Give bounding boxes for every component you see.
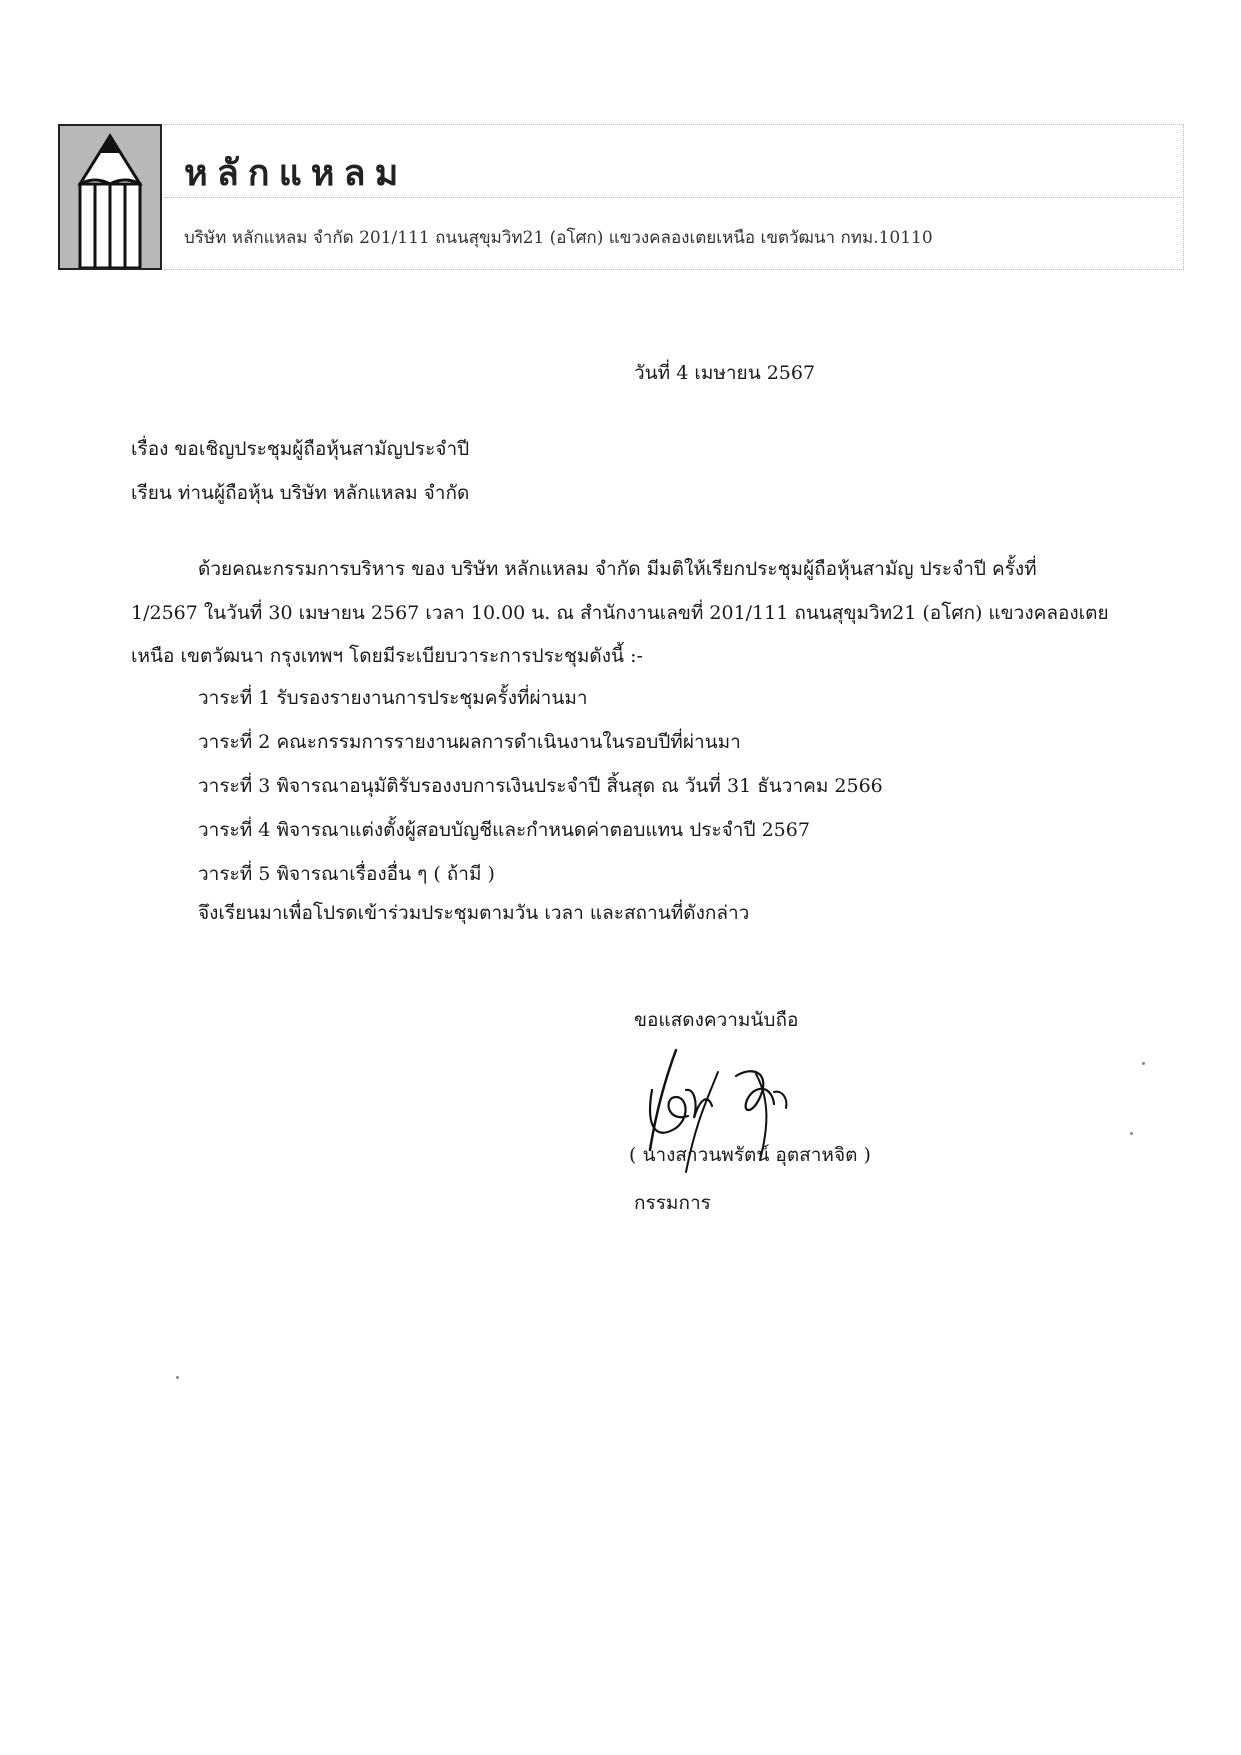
closing-invitation: จึงเรียนมาเพื่อโปรดเข้าร่วมประชุมตามวัน เวลา และสถานที่ดังกล่าว bbox=[198, 902, 750, 924]
company-name: หลักแหลม bbox=[184, 152, 408, 194]
body-line: เหนือ เขตวัฒนา กรุงเทพฯ โดยมีระเบียบวาระการประชุมดังนี้ :- bbox=[131, 645, 643, 667]
body-line: ด้วยคณะกรรมการบริหาร ของ บริษัท หลักแหลม จำกัด มีมติให้เรียกประชุมผู้ถือหุ้นสามัญ ประจำปี ครั้งที่ bbox=[198, 558, 1037, 580]
letter-date: วันที่ 4 เมษายน 2567 bbox=[634, 362, 816, 384]
scan-speck bbox=[1130, 1132, 1133, 1135]
pencil-logo-icon bbox=[60, 126, 160, 268]
scan-speck bbox=[176, 1376, 179, 1379]
scan-speck bbox=[1142, 1062, 1145, 1065]
agenda-item: วาระที่ 5 พิจารณาเรื่องอื่น ๆ ( ถ้ามี ) bbox=[198, 863, 495, 885]
letter-recipient: เรียน ท่านผู้ถือหุ้น บริษัท หลักแหลม จำกัด bbox=[131, 482, 470, 504]
agenda-list bbox=[198, 683, 883, 903]
letter-subject: เรื่อง ขอเชิญประชุมผู้ถือหุ้นสามัญประจำปี bbox=[131, 438, 470, 460]
agenda-item: วาระที่ 4 พิจารณาแต่งตั้งผู้สอบบัญชีและกำหนดค่าตอบแทน ประจำปี 2567 bbox=[198, 819, 810, 841]
signer-name: ( นางสาวนพรัตน์ อุตสาหจิต ) bbox=[629, 1144, 871, 1166]
agenda-item: วาระที่ 1 รับรองรายงานการประชุมครั้งที่ผ่านมา bbox=[198, 687, 588, 709]
agenda-item: วาระที่ 3 พิจารณาอนุมัติรับรองงบการเงินประจำปี สิ้นสุด ณ วันที่ 31 ธันวาคม 2566 bbox=[198, 775, 883, 797]
company-logo bbox=[58, 124, 162, 270]
signer-title: กรรมการ bbox=[634, 1192, 711, 1214]
agenda-item: วาระที่ 2 คณะกรรมการรายงานผลการดำเนินงานในรอบปีที่ผ่านมา bbox=[198, 731, 741, 753]
letterhead bbox=[58, 124, 1188, 272]
sign-off: ขอแสดงความนับถือ bbox=[634, 1009, 799, 1031]
company-address: บริษัท หลักแหลม จำกัด 201/111 ถนนสุขุมวิท21 (อโศก) แขวงคลองเตยเหนือ เขตวัฒนา กทม.10110 bbox=[184, 228, 933, 248]
body-line: 1/2567 ในวันที่ 30 เมษายน 2567 เวลา 10.00 น. ณ สำนักงานเลขที่ 201/111 ถนนสุขุมวิท21 (อโศก) แขวงคลองเตย bbox=[131, 602, 1109, 624]
